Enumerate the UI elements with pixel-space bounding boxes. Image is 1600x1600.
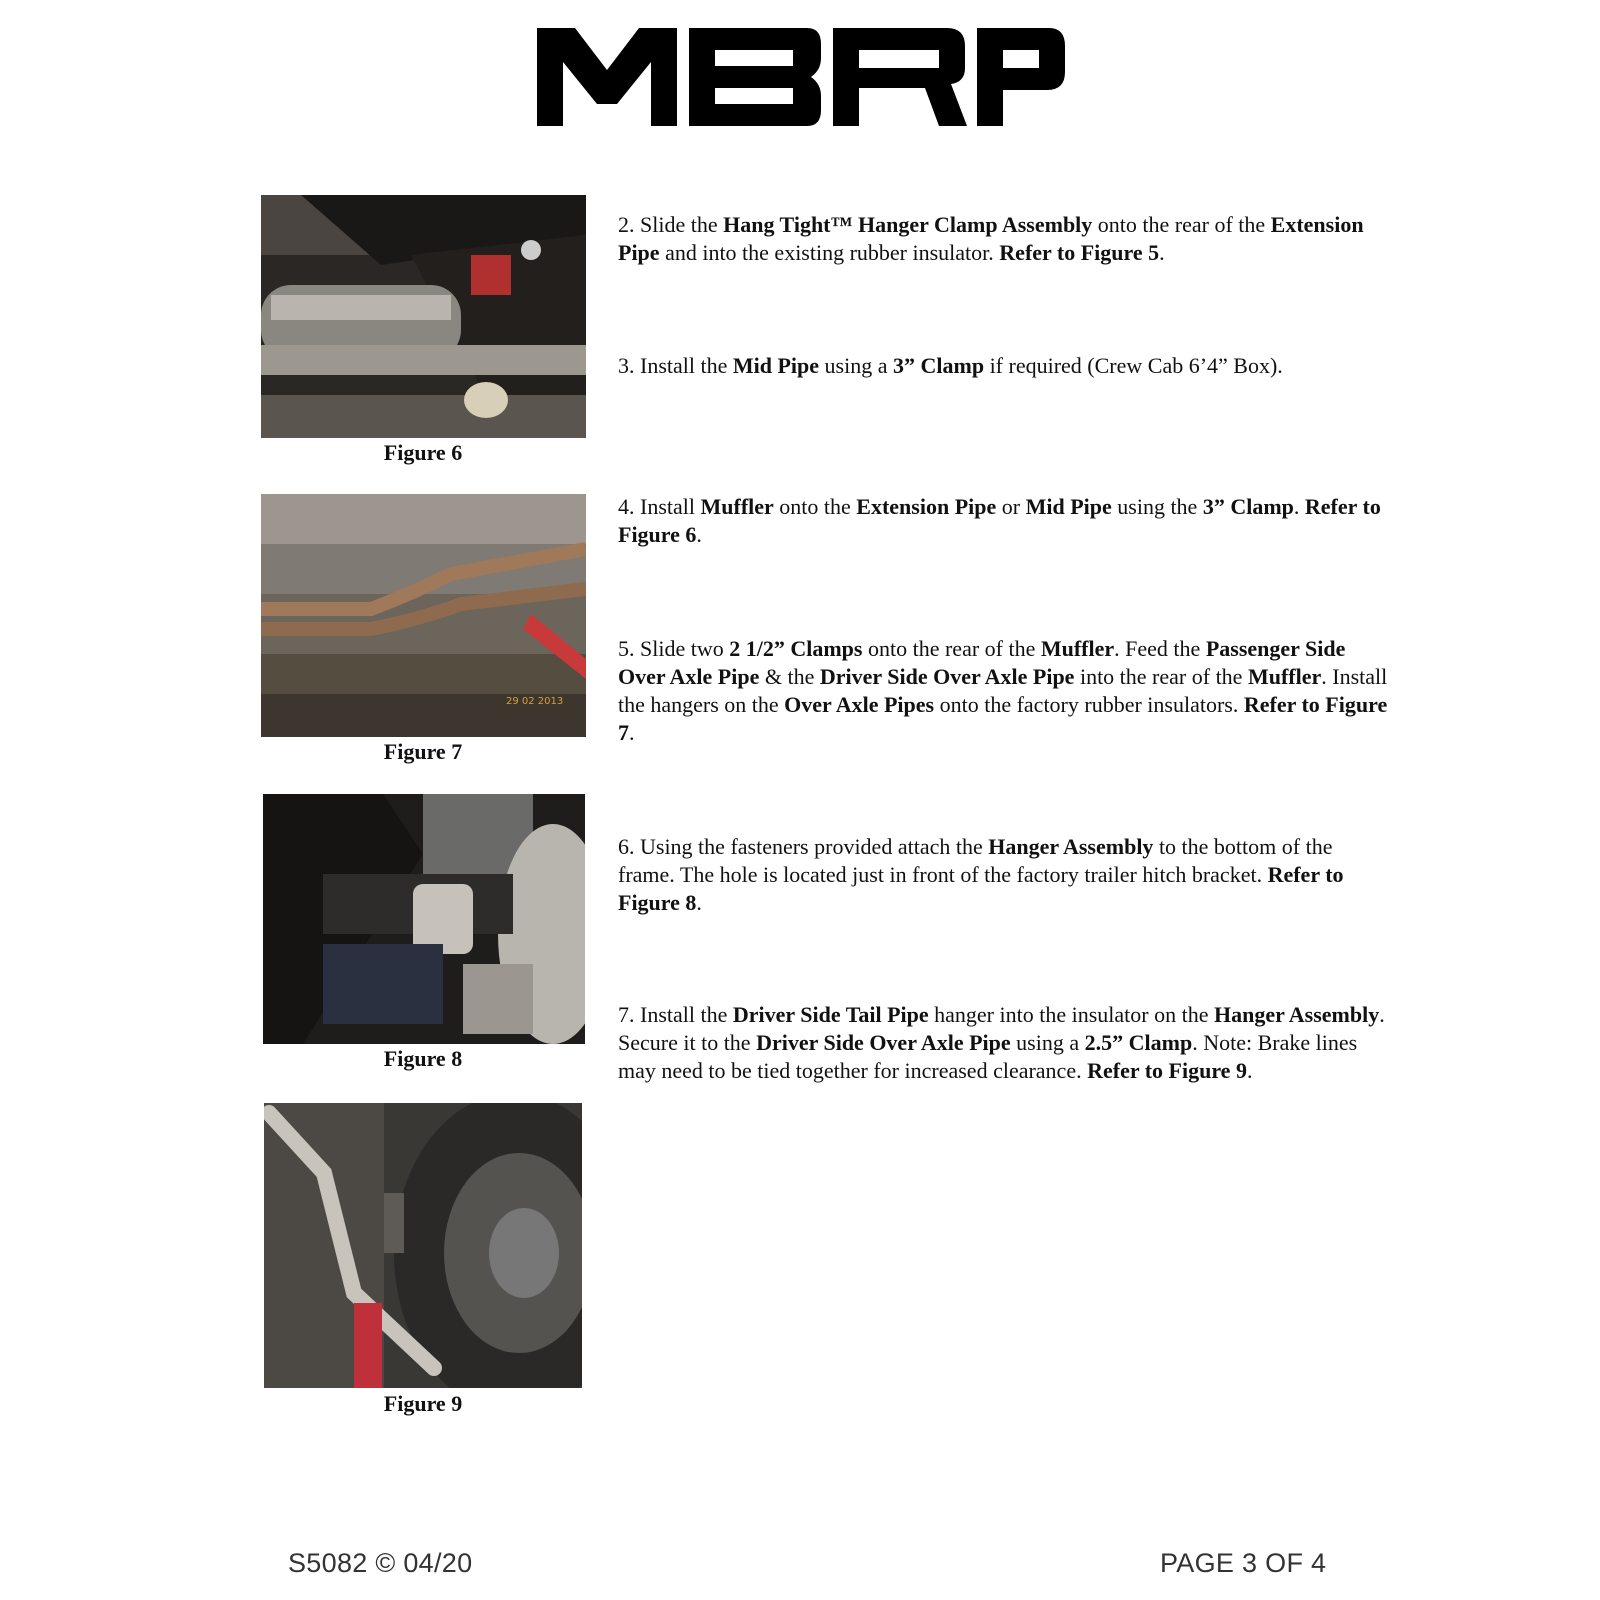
step-bold-run: Refer to Figure 7 (618, 692, 1388, 745)
step-4-text (618, 493, 1388, 549)
mbrp-logo (537, 28, 1065, 126)
step-text-run: onto the rear of the (1092, 212, 1271, 237)
step-text-run: & the (759, 664, 820, 689)
figure-8-caption: Figure 8 (383, 1046, 463, 1071)
step-bold-run: Over Axle Pipes (784, 692, 935, 717)
step-bold-run: 2.5” Clamp (1084, 1030, 1193, 1055)
step-bold-run: Extension Pipe (618, 212, 1364, 265)
step-text-run: . (696, 890, 702, 915)
step-bold-run: Refer to Figure 6 (618, 494, 1381, 547)
step-text-run: . Secure it to the (618, 1002, 1385, 1055)
step-bold-run: Muffler (700, 494, 774, 519)
step-text-run: and into the existing rubber insulator. (659, 240, 1000, 265)
step-text-run: . Install the hangers on the (618, 664, 1388, 717)
step-7-text (618, 1001, 1388, 1085)
step-text-run: . (1293, 494, 1305, 519)
step-text-run: 3. Install the (618, 353, 733, 378)
step-text-run: onto the rear of the (862, 636, 1041, 661)
step-text-run: . (629, 720, 635, 745)
step-bold-run: Driver Side Over Axle Pipe (819, 664, 1075, 689)
step-text-run: 7. Install the (618, 1002, 733, 1027)
step-bold-run: Driver Side Tail Pipe (732, 1002, 929, 1027)
step-text-run: . (1246, 1058, 1253, 1083)
figure-8-photo (263, 794, 585, 1044)
page-number: PAGE 3 OF 4 (1160, 1548, 1327, 1578)
step-bold-run: 3” Clamp (893, 353, 985, 378)
step-text-run: 4. Install (618, 494, 701, 519)
step-text-run: . (696, 522, 702, 547)
step-text-run: . Feed the (1114, 636, 1206, 661)
step-bold-run: Muffler (1247, 664, 1322, 689)
doc-code: S5082 © 04/20 (288, 1548, 473, 1578)
step-bold-run: Extension Pipe (856, 494, 997, 519)
step-6-text (618, 833, 1388, 917)
step-bold-run: Mid Pipe (1025, 494, 1112, 519)
step-text-run: to the bottom of the frame. The hole is located just in front of the factory trailer hitch bracket. (618, 834, 1333, 887)
step-text-run: 5. Slide two (618, 636, 730, 661)
figure-7-caption: Figure 7 (383, 739, 463, 764)
step-bold-run: Refer to Figure 8 (618, 862, 1344, 915)
step-text-run: hanger into the insulator on the (928, 1002, 1214, 1027)
figure-6-caption: Figure 6 (383, 440, 463, 465)
figure-6-photo (261, 195, 586, 438)
step-text-run: onto the (773, 494, 857, 519)
step-text-run: using a (819, 353, 893, 378)
step-text-run: onto the factory rubber insulators. (934, 692, 1244, 717)
step-bold-run: 2 1/2” Clamps (729, 636, 863, 661)
step-text-run: 2. Slide the (618, 212, 724, 237)
step-5-text (618, 635, 1388, 747)
step-text-run: . Note: Brake lines may need to be tied together for increased clearance. (618, 1030, 1358, 1083)
step-text-run: . (1159, 240, 1165, 265)
step-text-run: if required (Crew Cab 6’4” Box). (984, 353, 1283, 378)
step-bold-run: Passenger Side Over Axle Pipe (618, 636, 1346, 689)
step-bold-run: Refer to Figure 5 (999, 240, 1160, 265)
step-3-text (618, 352, 1318, 380)
step-text-run: or (996, 494, 1026, 519)
step-bold-run: Hang Tight™ Hanger Clamp Assembly (723, 212, 1093, 237)
photo-date-stamp: 29 02 2013 (506, 696, 564, 707)
step-bold-run: Hanger Assembly (1213, 1002, 1380, 1027)
figure-7-photo (261, 494, 586, 737)
step-text-run: using a (1010, 1030, 1085, 1055)
step-text-run: into the rear of the (1074, 664, 1248, 689)
figure-9-photo (264, 1103, 582, 1388)
step-text-run: 6. Using the fasteners provided attach the (618, 834, 989, 859)
step-bold-run: Refer to Figure 9 (1087, 1058, 1247, 1083)
figure-9-caption: Figure 9 (383, 1391, 463, 1416)
step-2-text (618, 211, 1388, 267)
step-bold-run: Muffler (1040, 636, 1115, 661)
step-bold-run: 3” Clamp (1202, 494, 1294, 519)
step-bold-run: Driver Side Over Axle Pipe (756, 1030, 1011, 1055)
step-bold-run: Hanger Assembly (988, 834, 1154, 859)
step-text-run: using the (1111, 494, 1203, 519)
step-bold-run: Mid Pipe (732, 353, 820, 378)
